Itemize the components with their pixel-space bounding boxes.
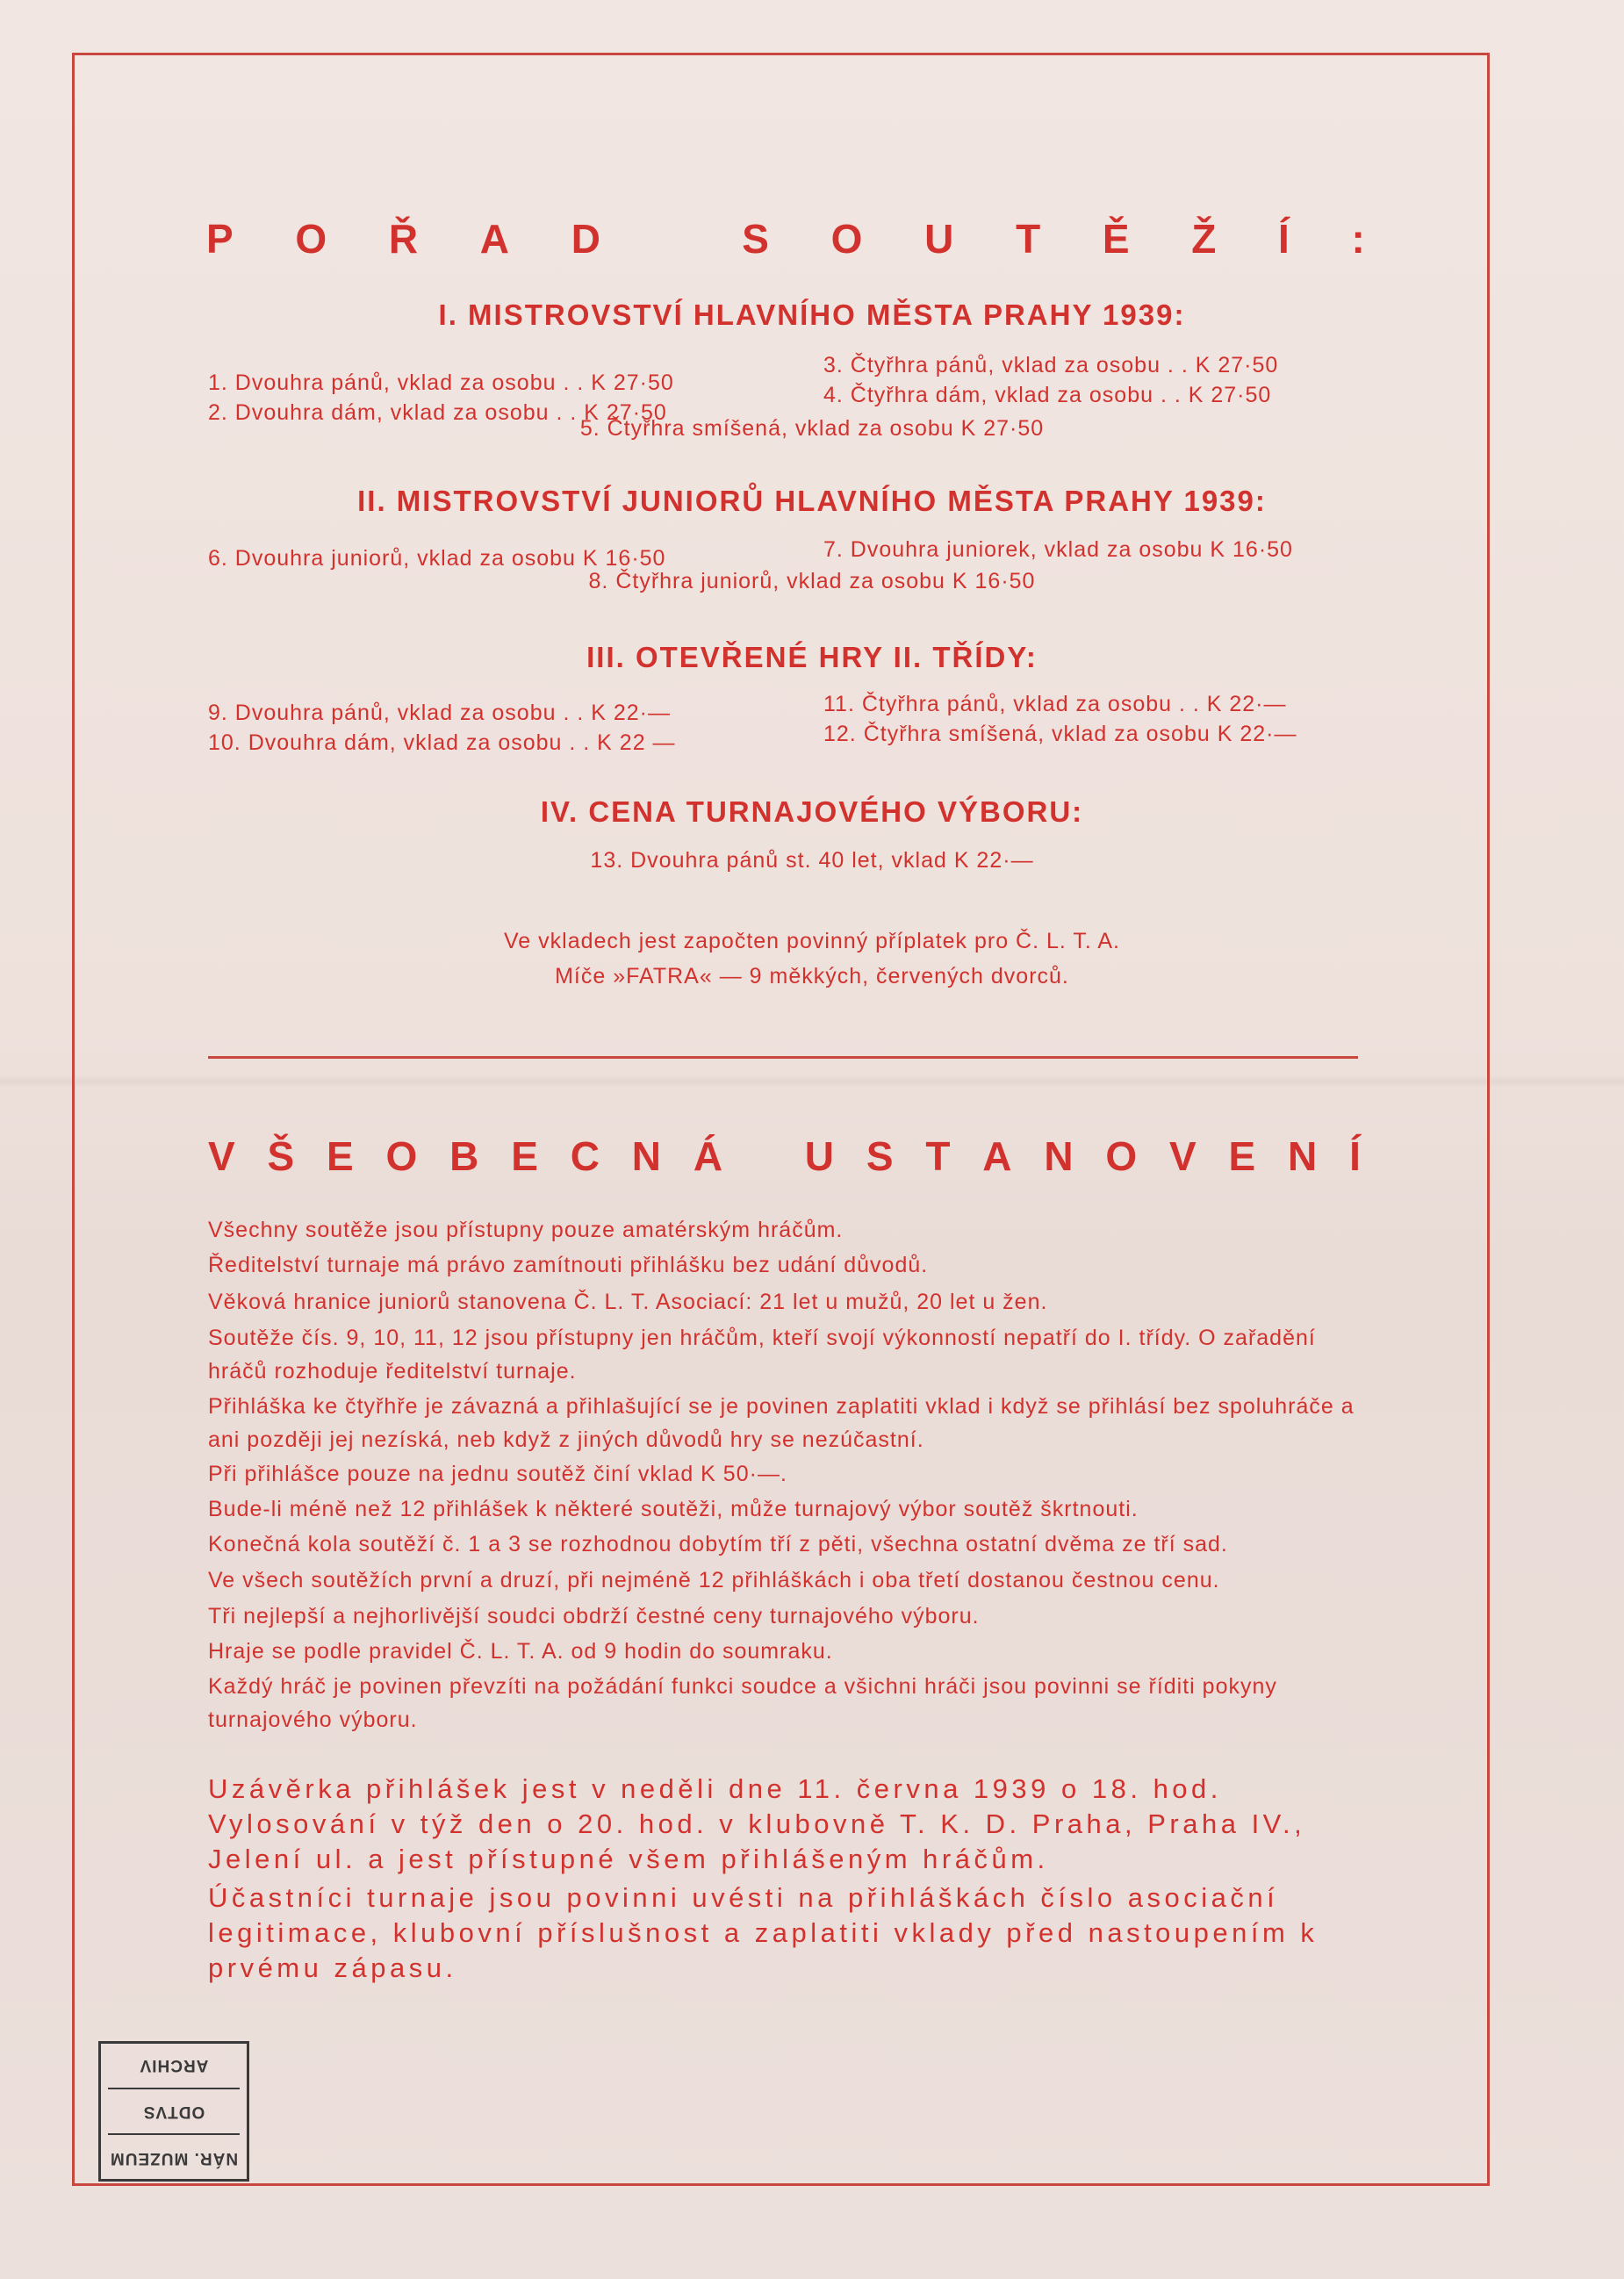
event-11: 11. Čtyřhra pánů, vklad za osobu . . K 22·— [823,692,1287,716]
rule-item: Každý hráč je povinen převzíti na požádání funkci soudce a všichni hráči jsou povinni se říditi pokyny turnajového výboru. [208,1674,1277,1732]
rule-item: Hraje se podle pravidel Č. L. T. A. od 9 hodin do soumraku. [208,1639,833,1664]
rule-item: Přihláška ke čtyřhře je závazná a přihlašující se je povinen zaplatiti vklad i když se přihlásí bez spoluhráče a ani později jej nezíská, neb když z jiných důvodů hry se nezúčastní. [208,1394,1355,1452]
event-8: 8. Čtyřhra juniorů, vklad za osobu K 16·50 [588,569,1036,593]
section-2-title: II. MISTROVSTVÍ JUNIORŮ HLAVNÍHO MĚSTA PRAHY 1939: [357,485,1267,517]
rule-item: Věková hranice juniorů stanovena Č. L. T. Asociací: 21 let u mužů, 20 let u žen. [208,1290,1048,1314]
closing-participants: Účastníci turnaje jsou povinni uvésti na přihláškách číslo asociační legitimace, klubovní příslušnost a zaplatiti vklady před nastoupením k prvému zápasu. [208,1882,1319,1983]
archive-stamp [98,2041,249,2182]
rule-item: Konečná kola soutěží č. 1 a 3 se rozhodnou dobytím tří z pěti, všechna ostatní dvěma ze tří sad. [208,1532,1228,1556]
event-2: 2. Dvouhra dám, vklad za osobu . . K 27·50 [208,400,667,425]
rule-item: Ředitelství turnaje má právo zamítnouti přihlášku bez udání důvodů. [208,1253,929,1277]
rule-item: Soutěže čís. 9, 10, 11, 12 jsou přístupny jen hráčům, kteří svojí výkonností nepatří do I. třídy. O zařadění hráčů rozhoduje ředitelství turnaje. [208,1326,1316,1384]
event-7: 7. Dvouhra juniorek, vklad za osobu K 16·50 [823,537,1293,562]
event-5: 5. Čtyřhra smíšená, vklad za osobu K 27·50 [579,416,1045,441]
event-9: 9. Dvouhra pánů, vklad za osobu . . K 22·— [208,701,671,725]
stamp-line-archive: ARCHIV [139,2056,209,2075]
event-4: 4. Čtyřhra dám, vklad za osobu . . K 27·50 [823,383,1272,407]
rule-item: Ve všech soutěžích první a druzí, při nejméně 12 přihláškách i oba třetí dostanou čestnou cenu. [208,1568,1220,1592]
fee-note: Ve vkladech jest započten povinný příplatek pro Č. L. T. A. [504,929,1120,953]
stamp-line-dept: ODTVS [142,2103,205,2122]
programme-heading: P O Ř A D S O U T Ě Ž Í : [206,216,1365,262]
event-13: 13. Dvouhra pánů st. 40 let, vklad K 22·— [590,848,1034,873]
event-1: 1. Dvouhra pánů, vklad za osobu . . K 27·50 [208,370,674,395]
rules-heading: V Š E O B E C N Á U S T A N O V E N Í [208,1133,1361,1179]
balls-note: Míče »FATRA« — 9 měkkých, červených dvorců. [555,964,1069,989]
event-12: 12. Čtyřhra smíšená, vklad za osobu K 22·— [823,722,1297,746]
section-4-title: IV. CENA TURNAJOVÉHO VÝBORU: [540,795,1084,828]
rule-item: Při přihlášce pouze na jednu soutěž činí vklad K 50·—. [208,1462,787,1486]
section-1-title: I. MISTROVSTVÍ HLAVNÍHO MĚSTA PRAHY 1939: [438,298,1186,331]
rule-item: Všechny soutěže jsou přístupny pouze amatérským hráčům. [208,1218,844,1242]
event-10: 10. Dvouhra dám, vklad za osobu . . K 22 — [208,730,676,755]
stamp-line-museum: NÁR. MUZEUM [109,2148,239,2168]
section-3-title: III. OTEVŘENÉ HRY II. TŘÍDY: [586,641,1038,673]
section-divider [208,1056,1358,1059]
closing-deadline: Uzávěrka přihlášek jest v neděli dne 11. června 1939 o 18. hod. Vylosování v týž den o 20. hod. v klubovně T. K. D. Praha, Praha IV., Jelení ul. a jest přístupné všem přihlášeným hráčům. [208,1773,1306,1874]
rule-item: Tři nejlepší a nejhorlivější soudci obdrží čestné ceny turnajového výboru. [208,1604,980,1628]
rule-item: Bude-li méně než 12 přihlášek k některé soutěži, může turnajový výbor soutěž škrtnouti. [208,1497,1139,1521]
event-6: 6. Dvouhra juniorů, vklad za osobu K 16·50 [208,546,666,571]
event-3: 3. Čtyřhra pánů, vklad za osobu . . K 27·50 [823,353,1279,377]
